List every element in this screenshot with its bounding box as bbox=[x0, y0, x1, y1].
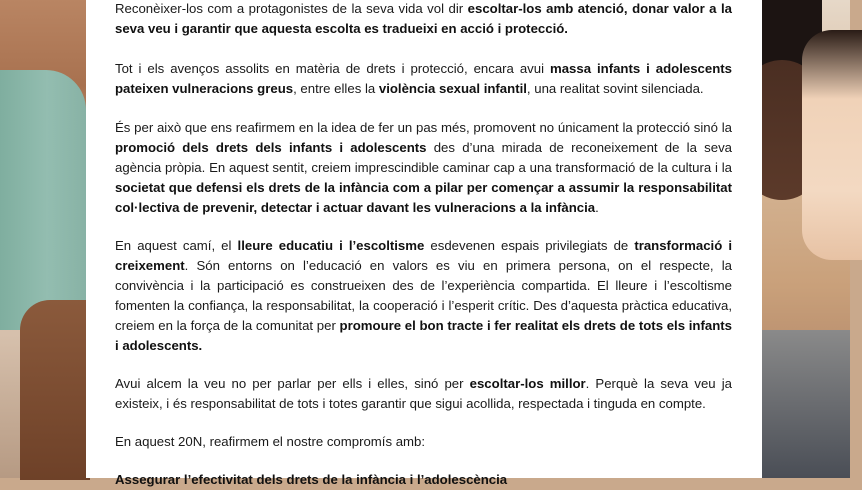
text-run: Tot i els avenços assolits en matèria de drets i protecció, encara avui bbox=[115, 61, 550, 76]
background-photo-right bbox=[762, 0, 850, 478]
background-photo-left bbox=[0, 0, 86, 478]
bold-text: escoltar-los millor bbox=[469, 376, 586, 391]
bold-text: lleure educatiu i l’escoltisme bbox=[237, 238, 425, 253]
text-run: És per això que ens reafirmem en la idea de fer un pas més, promovent no únicament la protecció sinó la bbox=[115, 120, 732, 135]
text-run: , una realitat sovint silenciada. bbox=[526, 81, 704, 96]
text-run: des d’una mirada de reconeixement de la seva agència pròpia. En aquest sentit, creiem imprescindible caminar cap a una transformació de la cultura i la bbox=[115, 140, 732, 175]
bold-text: promoure el bon tracte i fer realitat els drets de tots els infants i adolescents. bbox=[115, 318, 732, 353]
text-run: En aquest 20N, reafirmem el nostre compromís amb: bbox=[115, 434, 426, 449]
paragraph-3 bbox=[115, 118, 732, 218]
bold-text: violència sexual infantil bbox=[378, 81, 527, 96]
paragraph-5 bbox=[115, 374, 732, 414]
text-run: esdevenen espais privilegiats de bbox=[424, 238, 635, 253]
text-run: En aquest camí, el bbox=[115, 238, 238, 253]
text-run: . bbox=[595, 200, 599, 215]
bold-text: massa infants i adolescents pateixen vulneracions greus bbox=[115, 61, 732, 96]
text-run: Avui alcem la veu no per parlar per ells i elles, sinó per bbox=[115, 376, 470, 391]
paragraph-2 bbox=[115, 59, 732, 99]
document-page bbox=[86, 0, 762, 487]
text-run: . Perquè la seva veu ja existeix, i és responsabilitat de tots i totes garantir que sigui acollida, respectada i tinguda en compte. bbox=[115, 376, 732, 411]
paragraph-1 bbox=[115, 0, 732, 39]
paragraph-4 bbox=[115, 236, 732, 356]
child-face-second bbox=[802, 30, 862, 260]
paragraph-6 bbox=[115, 432, 732, 452]
paragraph-7-partial bbox=[115, 470, 732, 490]
text-run: Reconèixer-los com a protagonistes de la seva vida vol dir bbox=[115, 1, 468, 16]
bold-text: promoció dels drets dels infants i adolescents bbox=[115, 140, 427, 155]
child-shirt bbox=[0, 70, 86, 330]
bold-text: transformació i creixement bbox=[115, 238, 732, 273]
text-run: , entre elles la bbox=[293, 81, 379, 96]
bold-text: societat que defensi els drets de la infància com a pilar per començar a assumir la responsabilitat col·lectiva de prevenir, detectar i actuar davant les vulneracions a la infància bbox=[115, 180, 732, 215]
text-run: . Són entorns on l’educació en valors es viu en primera persona, on el respecte, la convivència i la participació es construeixen des de l’experiència compartida. El lleure i l’escoltisme fomenten la confiança, la responsabilitat, la cooperació i l’esperit crític. Des d’aquesta pràctica educativa, creiem en la força de la comunitat per bbox=[115, 258, 732, 333]
table-surface bbox=[762, 330, 850, 478]
child-arm bbox=[20, 300, 90, 480]
bold-text: Assegurar l’efectivitat dels drets de la infància i l’adolescència bbox=[115, 472, 508, 487]
bold-text: escoltar-los amb atenció, donar valor a la seva veu i garantir que aquesta escolta es tradueixi en acció i protecció. bbox=[115, 1, 732, 36]
